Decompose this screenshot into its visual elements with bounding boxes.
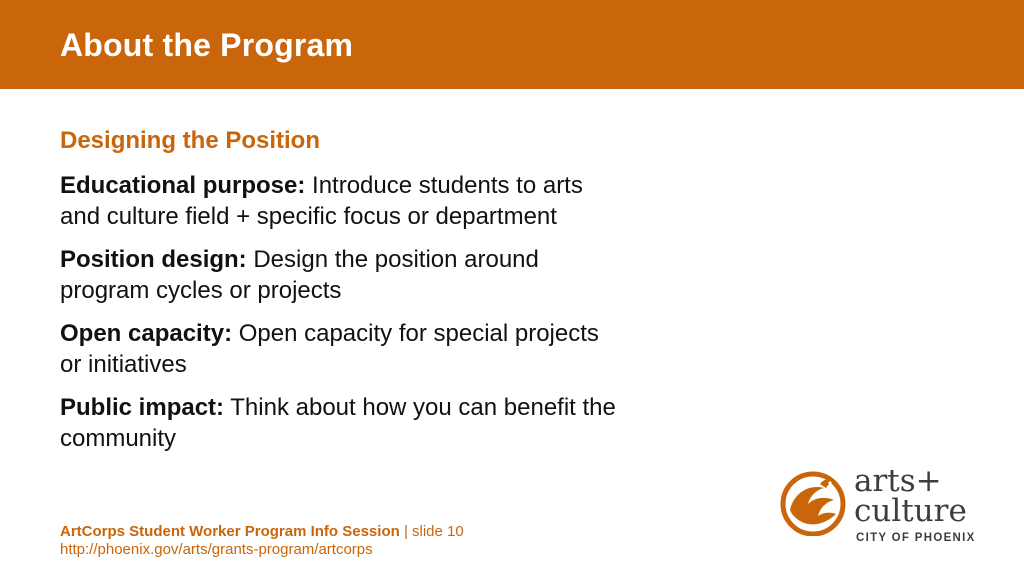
content-list [60,171,620,467]
section-title: Designing the Position [60,127,321,154]
page-title: About the Program [60,27,354,63]
logo-line-culture: culture [854,493,967,529]
item-text: Design the position around program cycles or projects [60,246,539,304]
item-label: Open capacity: [60,320,233,347]
header-bar [0,0,1024,89]
arts-culture-logo [780,463,980,550]
footer [60,523,464,559]
item-text: Open capacity for special projects or initiatives [60,320,599,378]
logo-wordmark [854,463,976,544]
list-item [60,245,620,306]
item-text: Think about how you can benefit the community [60,394,616,452]
item-label: Position design: [60,246,247,273]
logo-line-arts: arts+ [854,463,942,499]
footer-url[interactable]: http://phoenix.gov/arts/grants-program/artcorps [60,541,373,558]
item-label: Educational purpose: [60,172,306,199]
logo-city-name: CITY OF PHOENIX [856,532,976,544]
footer-event-name: ArtCorps Student Worker Program Info Session [60,523,400,540]
footer-slide-number: | slide 10 [399,523,464,540]
list-item [60,393,620,454]
list-item [60,171,620,232]
list-item [60,319,620,380]
item-label: Public impact: [60,394,225,421]
item-text: Introduce students to arts and culture field + specific focus or department [60,172,583,230]
footer-caption [60,523,464,541]
phoenix-bird-icon [780,470,846,536]
